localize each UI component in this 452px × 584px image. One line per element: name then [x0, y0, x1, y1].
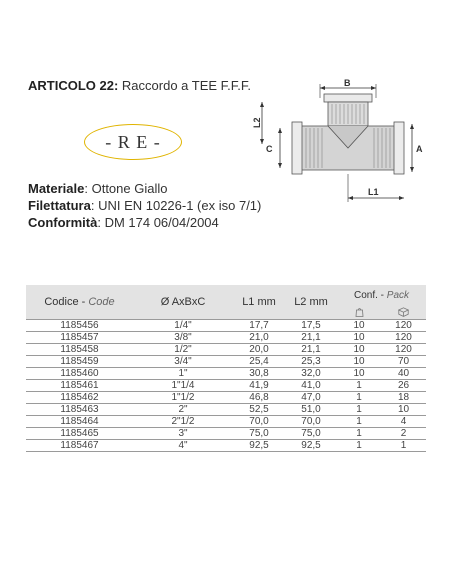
spec-material [28, 180, 261, 197]
cell-pack-small: 10 [337, 344, 381, 356]
tee-fitting-drawing [248, 78, 428, 208]
table-row [26, 356, 426, 368]
cell-l2: 17,5 [285, 320, 337, 332]
col-pack-large [381, 305, 426, 320]
cell-code: 1185465 [26, 428, 133, 440]
cell-l2: 21,1 [285, 344, 337, 356]
table-row [26, 428, 426, 440]
table-row [26, 368, 426, 380]
cell-l1: 70,0 [233, 416, 285, 428]
cell-size: 4" [133, 440, 233, 452]
spec-conformity-label: Conformità [28, 215, 98, 230]
cell-pack-small: 10 [337, 368, 381, 380]
cell-size: 1" [133, 368, 233, 380]
table-row [26, 320, 426, 332]
cell-size: 2" [133, 404, 233, 416]
cell-pack-small: 10 [337, 356, 381, 368]
article-description: Raccordo a TEE F.F.F. [121, 78, 252, 93]
cell-code: 1185456 [26, 320, 133, 332]
cell-code: 1185458 [26, 344, 133, 356]
material-specs [28, 180, 261, 231]
cell-pack-small: 1 [337, 392, 381, 404]
cell-l1: 21,0 [233, 332, 285, 344]
cell-l2: 47,0 [285, 392, 337, 404]
cell-size: 1"1/2 [133, 392, 233, 404]
cell-size: 1/2" [133, 344, 233, 356]
cell-pack-small: 10 [337, 320, 381, 332]
cell-pack-small: 1 [337, 380, 381, 392]
cell-l1: 30,8 [233, 368, 285, 380]
col-pack-small [337, 305, 381, 320]
cell-l2: 32,0 [285, 368, 337, 380]
article-title [28, 78, 251, 93]
col-l1-header: L1 mm [233, 285, 285, 320]
cell-code: 1185457 [26, 332, 133, 344]
cell-l2: 25,3 [285, 356, 337, 368]
cell-size: 1/4" [133, 320, 233, 332]
cell-l2: 92,5 [285, 440, 337, 452]
cell-pack-large: 18 [381, 392, 426, 404]
article-label: ARTICOLO 22: [28, 78, 119, 93]
cell-pack-large: 2 [381, 428, 426, 440]
cell-pack-small: 1 [337, 440, 381, 452]
box-icon [398, 307, 409, 317]
table-row [26, 380, 426, 392]
spec-material-label: Materiale [28, 181, 85, 196]
spec-conformity [28, 214, 261, 231]
cell-l1: 75,0 [233, 428, 285, 440]
spec-thread-label: Filettatura [28, 198, 91, 213]
col-pack-header: Conf. - Pack [337, 285, 426, 305]
cell-size: 3/8" [133, 332, 233, 344]
cell-size: 3" [133, 428, 233, 440]
spec-thread [28, 197, 261, 214]
spec-thread-value: : UNI EN 10226-1 (ex iso 7/1) [90, 198, 262, 213]
brand-logo-text: - R E - [105, 131, 161, 152]
cell-l1: 52,5 [233, 404, 285, 416]
table-row [26, 416, 426, 428]
cell-l1: 25,4 [233, 356, 285, 368]
table-row [26, 344, 426, 356]
spec-material-value: : Ottone Giallo [84, 181, 168, 196]
table-header-row [26, 285, 426, 305]
cell-size: 3/4" [133, 356, 233, 368]
dimension-l1-label: L1 [368, 187, 379, 197]
col-size-header: Ø AxBxC [133, 285, 233, 320]
cell-pack-large: 120 [381, 332, 426, 344]
cell-pack-large: 40 [381, 368, 426, 380]
cell-l1: 17,7 [233, 320, 285, 332]
cell-pack-large: 4 [381, 416, 426, 428]
table-row [26, 392, 426, 404]
cell-l2: 51,0 [285, 404, 337, 416]
dimension-b-label: B [344, 78, 351, 88]
cell-code: 1185467 [26, 440, 133, 452]
table-row [26, 404, 426, 416]
cell-code: 1185463 [26, 404, 133, 416]
cell-l1: 46,8 [233, 392, 285, 404]
cell-l2: 75,0 [285, 428, 337, 440]
brand-logo [84, 124, 182, 160]
cell-l2: 21,1 [285, 332, 337, 344]
cell-size: 2"1/2 [133, 416, 233, 428]
cell-code: 1185460 [26, 368, 133, 380]
cell-size: 1"1/4 [133, 380, 233, 392]
table-row [26, 440, 426, 452]
cell-code: 1185462 [26, 392, 133, 404]
cell-l1: 92,5 [233, 440, 285, 452]
cell-pack-large: 10 [381, 404, 426, 416]
cell-l2: 41,0 [285, 380, 337, 392]
dimension-l2-label: L2 [252, 117, 262, 128]
dimension-a-label: A [416, 144, 423, 154]
product-table [26, 285, 426, 452]
cell-pack-large: 1 [381, 440, 426, 452]
cell-l2: 70,0 [285, 416, 337, 428]
cell-pack-small: 1 [337, 404, 381, 416]
cell-code: 1185464 [26, 416, 133, 428]
cell-pack-large: 120 [381, 320, 426, 332]
cell-pack-large: 120 [381, 344, 426, 356]
dimension-c-label: C [266, 144, 273, 154]
cell-code: 1185459 [26, 356, 133, 368]
cell-l1: 41,9 [233, 380, 285, 392]
cell-pack-small: 1 [337, 416, 381, 428]
cell-l1: 20,0 [233, 344, 285, 356]
cell-code: 1185461 [26, 380, 133, 392]
cell-pack-large: 26 [381, 380, 426, 392]
cell-pack-small: 1 [337, 428, 381, 440]
cell-pack-small: 10 [337, 332, 381, 344]
cell-pack-large: 70 [381, 356, 426, 368]
bag-icon [355, 307, 364, 317]
table-row [26, 332, 426, 344]
spec-conformity-value: : DM 174 06/04/2004 [97, 215, 219, 230]
col-l2-header: L2 mm [285, 285, 337, 320]
col-code-header: Codice - Code [26, 285, 133, 320]
